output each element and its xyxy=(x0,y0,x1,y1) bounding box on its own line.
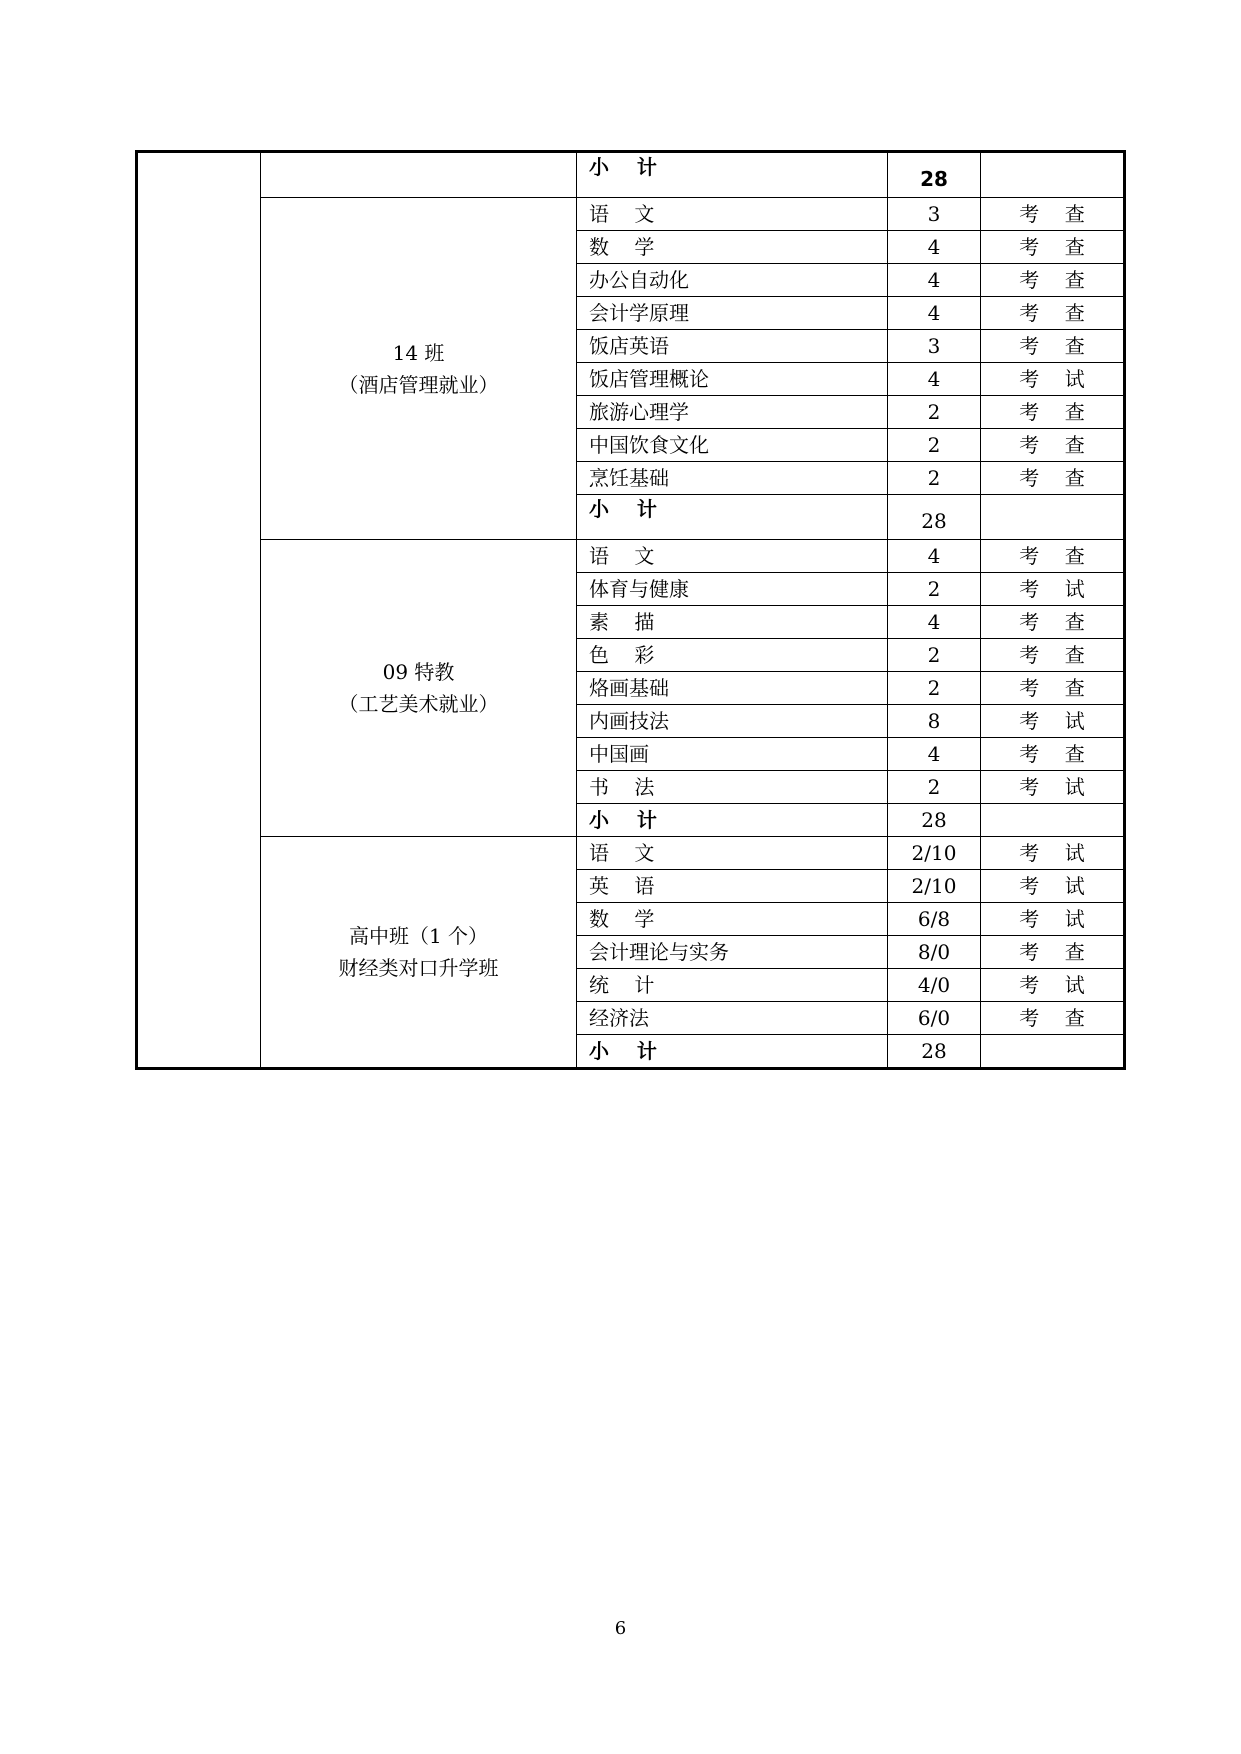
course-hours: 4 xyxy=(888,606,981,639)
course-hours: 4 xyxy=(888,264,981,297)
class-name: 09 特教 xyxy=(382,660,455,684)
class-track: （工艺美术就业） xyxy=(338,692,499,716)
subtotal-hours: 28 xyxy=(888,495,981,540)
subtotal-assessment xyxy=(981,495,1125,540)
course-hours: 4 xyxy=(888,363,981,396)
class-name: 高中班（1 个） xyxy=(348,924,489,948)
course-name: 烙画基础 xyxy=(577,672,888,705)
course-name: 烹饪基础 xyxy=(577,462,888,495)
subtotal-hours: 28 xyxy=(888,152,981,198)
course-name: 数 学 xyxy=(577,903,888,936)
course-assessment: 考 试 xyxy=(981,363,1125,396)
course-assessment: 考 查 xyxy=(981,198,1125,231)
course-hours: 6/0 xyxy=(888,1002,981,1035)
course-name: 中国饮食文化 xyxy=(577,429,888,462)
subtotal-hours: 28 xyxy=(888,1035,981,1069)
course-assessment: 考 试 xyxy=(981,969,1125,1002)
course-assessment: 考 查 xyxy=(981,429,1125,462)
course-assessment: 考 查 xyxy=(981,738,1125,771)
course-assessment: 考 查 xyxy=(981,330,1125,363)
course-assessment: 考 查 xyxy=(981,936,1125,969)
course-assessment: 考 查 xyxy=(981,606,1125,639)
subtotal-label: 小 计 xyxy=(577,495,888,540)
course-name: 语 文 xyxy=(577,198,888,231)
course-name: 英 语 xyxy=(577,870,888,903)
subtotal-assessment xyxy=(981,804,1125,837)
course-hours: 2/10 xyxy=(888,837,981,870)
course-assessment: 考 试 xyxy=(981,837,1125,870)
course-assessment: 考 查 xyxy=(981,396,1125,429)
course-name: 体育与健康 xyxy=(577,573,888,606)
class-name: 14 班 xyxy=(392,340,445,365)
course-name: 素 描 xyxy=(577,606,888,639)
course-assessment: 考 试 xyxy=(981,870,1125,903)
course-hours: 4 xyxy=(888,231,981,264)
class-group-cell xyxy=(261,198,577,540)
subtotal-label: 小 计 xyxy=(577,152,888,198)
course-hours: 4 xyxy=(888,738,981,771)
course-row xyxy=(137,837,1125,870)
course-name: 会计理论与实务 xyxy=(577,936,888,969)
course-hours: 4/0 xyxy=(888,969,981,1002)
course-hours: 2/10 xyxy=(888,870,981,903)
subtotal-assessment xyxy=(981,1035,1125,1069)
curriculum-table xyxy=(135,150,1126,1070)
course-row xyxy=(137,198,1125,231)
course-assessment: 考 查 xyxy=(981,297,1125,330)
subtotal-label: 小 计 xyxy=(577,1035,888,1069)
course-hours: 2 xyxy=(888,429,981,462)
course-hours: 2 xyxy=(888,396,981,429)
course-name: 经济法 xyxy=(577,1002,888,1035)
blank-class-cell xyxy=(261,152,577,198)
course-hours: 2 xyxy=(888,639,981,672)
class-group-cell xyxy=(261,837,577,1069)
course-hours: 3 xyxy=(888,330,981,363)
curriculum-table-body xyxy=(137,152,1125,1069)
course-assessment: 考 试 xyxy=(981,705,1125,738)
course-assessment: 考 试 xyxy=(981,573,1125,606)
course-assessment: 考 查 xyxy=(981,462,1125,495)
course-name: 语 文 xyxy=(577,837,888,870)
course-name: 统 计 xyxy=(577,969,888,1002)
course-hours: 6/8 xyxy=(888,903,981,936)
course-name: 饭店英语 xyxy=(577,330,888,363)
class-group-cell xyxy=(261,540,577,837)
blank-first-column xyxy=(137,152,261,1069)
course-name: 会计学原理 xyxy=(577,297,888,330)
course-assessment: 考 查 xyxy=(981,540,1125,573)
page-number: 6 xyxy=(614,1618,627,1639)
class-track: 财经类对口升学班 xyxy=(338,956,499,980)
course-name: 书 法 xyxy=(577,771,888,804)
course-hours: 2 xyxy=(888,672,981,705)
course-name: 中国画 xyxy=(577,738,888,771)
course-name: 办公自动化 xyxy=(577,264,888,297)
course-hours: 2 xyxy=(888,462,981,495)
subtotal-hours: 28 xyxy=(888,804,981,837)
subtotal-assessment xyxy=(981,152,1125,198)
course-hours: 2 xyxy=(888,573,981,606)
course-name: 旅游心理学 xyxy=(577,396,888,429)
course-assessment: 考 查 xyxy=(981,1002,1125,1035)
class-track: （酒店管理就业） xyxy=(338,372,499,397)
course-name: 色 彩 xyxy=(577,639,888,672)
course-name: 内画技法 xyxy=(577,705,888,738)
course-name: 饭店管理概论 xyxy=(577,363,888,396)
course-name: 语 文 xyxy=(577,540,888,573)
course-hours: 4 xyxy=(888,540,981,573)
course-assessment: 考 查 xyxy=(981,264,1125,297)
course-row xyxy=(137,540,1125,573)
course-hours: 8 xyxy=(888,705,981,738)
top-subtotal-row xyxy=(137,152,1125,198)
subtotal-label: 小 计 xyxy=(577,804,888,837)
course-assessment: 考 查 xyxy=(981,672,1125,705)
course-assessment: 考 查 xyxy=(981,231,1125,264)
course-name: 数 学 xyxy=(577,231,888,264)
course-hours: 8/0 xyxy=(888,936,981,969)
course-assessment: 考 试 xyxy=(981,903,1125,936)
course-assessment: 考 查 xyxy=(981,639,1125,672)
course-hours: 2 xyxy=(888,771,981,804)
course-hours: 3 xyxy=(888,198,981,231)
course-hours: 4 xyxy=(888,297,981,330)
course-assessment: 考 试 xyxy=(981,771,1125,804)
